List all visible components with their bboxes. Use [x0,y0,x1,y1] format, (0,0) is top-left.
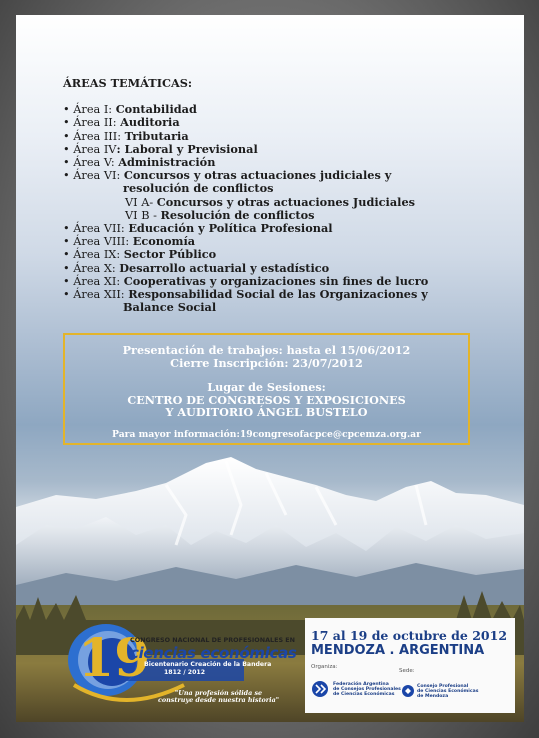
areas-heading: ÁREAS TEMÁTICAS: [63,76,193,90]
area-item-continuation: Balance Social [123,300,217,315]
thematic-areas [63,77,503,314]
area-item: • Área XI: Cooperativas y organizaciones sin fines de lucro [63,273,429,288]
logo-line-2: ciencias económicas [130,644,297,662]
area-item: • Área II: Auditoria [63,115,180,130]
organizer-name: Federación Argentina de Consejos Profesionales de Ciencias Económicas [333,682,401,698]
facpce-logo-icon [311,680,331,698]
area-item-continuation: resolución de conflictos [123,181,274,196]
organiza-label: Organiza: [311,664,338,670]
area-subitem: VI A- Concursos y otras actuaciones Judiciales [125,194,415,209]
host-name: Consejo Profesional de Ciencias Económicas de Mendoza [417,684,479,700]
venue-line-2: Y AUDITORIO ÁNGEL BUSTELO [165,405,368,420]
logo-line-3: Bicentenario Creación de la Bandera [144,661,272,668]
area-item: • Área VIII: Economía [63,234,196,249]
area-item: • Área X: Desarrollo actuarial y estadístico [63,260,330,275]
sede-label: Sede: [399,668,415,674]
area-item: • Área XII: Responsabilidad Social de las Organizaciones y [63,287,428,302]
event-city: MENDOZA . ARGENTINA [311,643,485,658]
area-subitem: VI B - Resolución de conflictos [125,207,315,222]
event-dates: 17 al 19 de octubre de 2012 [311,628,508,643]
registration-closing: Cierre Inscripción: 23/07/2012 [170,355,363,370]
venue-line-1: CENTRO DE CONGRESOS Y EXPOSICIONES [127,392,406,407]
logo-line-1: CONGRESO NACIONAL DE PROFESIONALES EN [130,636,295,644]
venue-title: Lugar de Sesiones: [207,380,326,395]
area-item: • Área V: Administración [63,155,216,170]
area-item: • Área IV: Laboral y Previsional [63,141,258,156]
area-item: • Área VI: Concursos y otras actuaciones judiciales y [63,168,392,183]
logo-slogan: "Una profesión sólida se construye desde nuestra historia" [158,689,280,705]
contact-email: Para mayor información:19congresofacpce@cpcemza.org.ar [112,428,421,440]
area-item: • Área III: Tributaria [63,128,189,143]
area-item: • Área VII: Educación y Política Profesional [63,221,333,236]
cpcemza-logo-icon [401,684,415,698]
presentation-deadline: Presentación de trabajos: hasta el 15/06/2012 [122,343,411,357]
area-item: • Área IX: Sector Público [63,247,217,262]
logo-number: 19 [78,628,151,689]
event-card [305,618,515,713]
logo-line-4: 1812 / 2012 [164,669,206,676]
area-item: • Área I: Contabilidad [63,102,197,117]
poster [16,15,524,722]
congress-logo [64,615,297,715]
info-box [63,333,470,445]
